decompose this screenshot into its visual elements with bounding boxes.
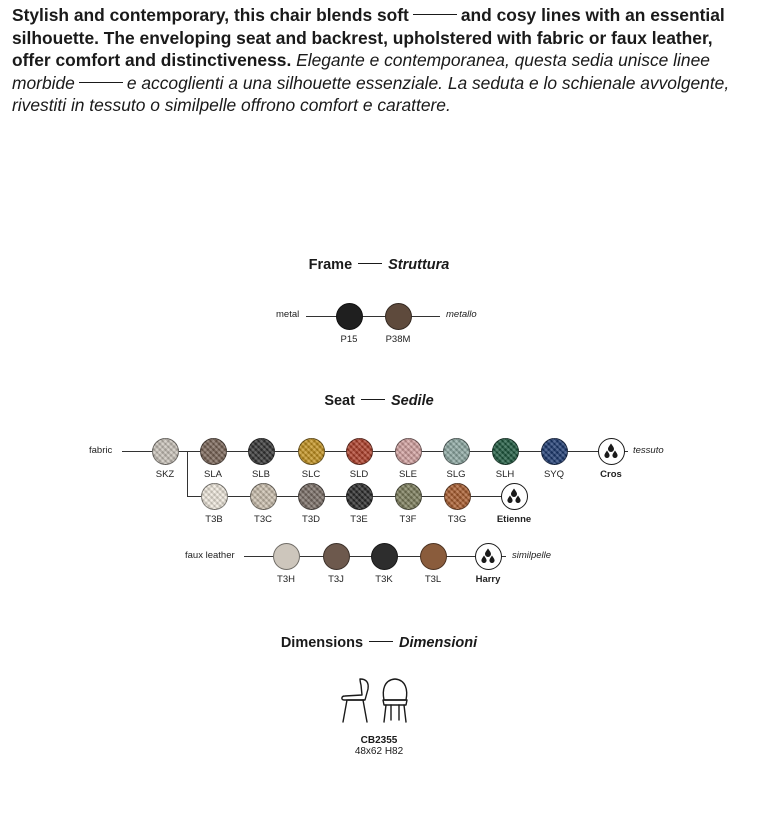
fabric-sle-swatch[interactable] — [395, 438, 422, 465]
intro-paragraph — [12, 4, 752, 117]
fabric-t3g-swatch[interactable] — [444, 483, 471, 510]
leather-t3l-swatch[interactable] — [420, 543, 447, 570]
leather-label-it: similpelle — [512, 550, 552, 561]
fabric-t3b-swatch[interactable] — [201, 483, 228, 510]
fabric-slg-code: SLG — [446, 469, 466, 480]
fabric-sld-swatch[interactable] — [346, 438, 373, 465]
leather-label-en: faux leather — [185, 550, 235, 561]
cros-water-repellent-swatch[interactable] — [598, 438, 625, 465]
frame-p38m-swatch[interactable] — [385, 303, 412, 330]
dimensions-code: CB2355 — [360, 735, 398, 746]
fabric-t3e-swatch[interactable] — [346, 483, 373, 510]
seat-title-it: Sedile — [390, 393, 434, 409]
frame-p38m-code: P38M — [385, 334, 411, 345]
frame-title-it: Struttura — [388, 257, 450, 273]
harry-water-repellent-swatch[interactable] — [475, 543, 502, 570]
fabric-t3c-code: T3C — [254, 514, 272, 525]
leather-t3k-code: T3K — [375, 574, 393, 585]
leather-t3h-swatch[interactable] — [273, 543, 300, 570]
etienne-collection-label: Etienne — [496, 514, 532, 525]
dimensions-size: 48x62 H82 — [354, 746, 404, 757]
seat-title — [0, 393, 758, 409]
fabric-sla-code: SLA — [204, 469, 222, 480]
fabric-t3d-swatch[interactable] — [298, 483, 325, 510]
leather-t3h-code: T3H — [277, 574, 295, 585]
frame-label-it: metallo — [446, 309, 477, 320]
dimensions-title — [0, 635, 758, 651]
fabric-sld-code: SLD — [349, 469, 369, 480]
harry-collection-label: Harry — [475, 574, 501, 585]
water-drops-icon — [479, 547, 497, 565]
fabric-t3e-code: T3E — [350, 514, 368, 525]
fabric-skz-code: SKZ — [155, 469, 175, 480]
fabric-skz-swatch[interactable] — [152, 438, 179, 465]
title-dash — [358, 263, 382, 264]
fabric-sla-swatch[interactable] — [200, 438, 227, 465]
dimensions-title-en: Dimensions — [280, 635, 364, 651]
fabric-slb-swatch[interactable] — [248, 438, 275, 465]
fabric-slc-swatch[interactable] — [298, 438, 325, 465]
leather-t3k-swatch[interactable] — [371, 543, 398, 570]
leather-t3j-code: T3J — [328, 574, 344, 585]
chair-icon — [338, 676, 420, 726]
fabric-label-en: fabric — [89, 445, 113, 456]
cros-collection-label: Cros — [600, 469, 622, 480]
fabric-sle-code: SLE — [399, 469, 417, 480]
frame-line — [306, 316, 440, 317]
frame-title-en: Frame — [308, 257, 353, 273]
frame-p15-swatch[interactable] — [336, 303, 363, 330]
fabric-slh-swatch[interactable] — [492, 438, 519, 465]
intro-it-part2: e accoglienti a una silhouette essenziale. La seduta e lo schienale avvolgente, rivestiti in tessuto o similpelle offrono comfort e carattere. — [12, 72, 730, 115]
fabric-syq-swatch[interactable] — [541, 438, 568, 465]
intro-it-part1: Elegante e contemporanea, questa sedia unisce linee morbide — [12, 50, 710, 93]
fabric-syq-code: SYQ — [543, 469, 565, 480]
fabric-slb-code: SLB — [252, 469, 270, 480]
frame-label-en: metal — [276, 309, 300, 320]
fabric-slc-code: SLC — [301, 469, 321, 480]
fabric-t3f-swatch[interactable] — [395, 483, 422, 510]
fabric-slg-swatch[interactable] — [443, 438, 470, 465]
leather-t3j-swatch[interactable] — [323, 543, 350, 570]
fabric-t3d-code: T3D — [302, 514, 320, 525]
etienne-water-repellent-swatch[interactable] — [501, 483, 528, 510]
title-dash — [369, 641, 393, 642]
water-drops-icon — [602, 442, 620, 460]
leather-t3l-code: T3L — [424, 574, 442, 585]
fabric-t3c-swatch[interactable] — [250, 483, 277, 510]
fabric-label-it: tessuto — [633, 445, 664, 456]
fabric-t3b-code: T3B — [205, 514, 223, 525]
fabric-t3g-code: T3G — [447, 514, 467, 525]
intro-en-part1: Stylish and contemporary, this chair blends soft — [12, 5, 409, 25]
intro-dash-it — [79, 82, 123, 83]
title-dash — [361, 399, 385, 400]
fabric-slh-code: SLH — [495, 469, 515, 480]
intro-dash-en — [413, 14, 457, 15]
intro-en-part2: and cosy lines with an essential silhouette. The enveloping seat and backrest, upholstered with fabric or faux leather, offer comfort and distinctiveness. — [12, 5, 725, 70]
frame-title — [0, 257, 758, 273]
seat-title-en: Seat — [324, 393, 355, 409]
frame-p15-code: P15 — [340, 334, 358, 345]
dimensions-title-it: Dimensioni — [399, 635, 478, 651]
fabric-t3f-code: T3F — [399, 514, 417, 525]
water-drops-icon — [505, 487, 523, 505]
